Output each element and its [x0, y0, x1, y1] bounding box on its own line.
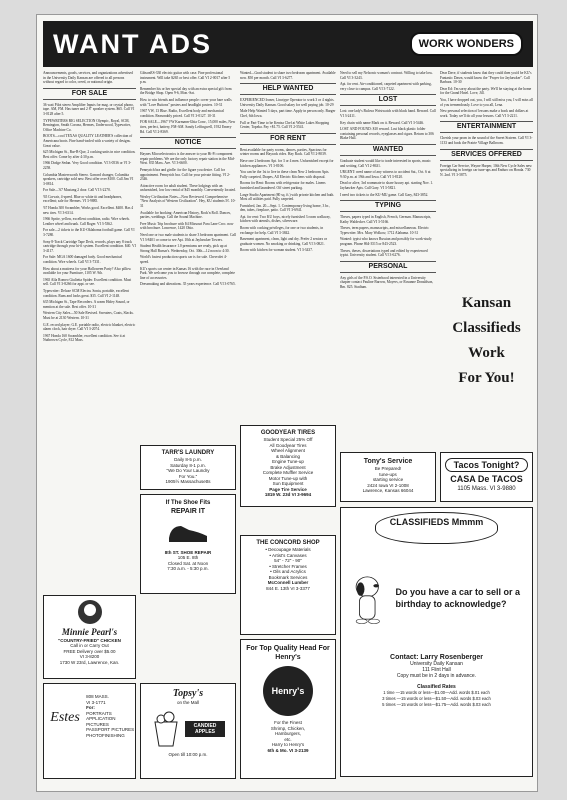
tonys-title: Tony's Service [363, 458, 413, 465]
estes-line: PORTRAITS [86, 710, 112, 716]
concord-line: • Stretcher Frames [269, 563, 307, 569]
tarrs-line: Saturday 8-1 p.m. [170, 462, 206, 468]
topsys-title: Topsy's [172, 688, 204, 699]
classifieds-addr: University Daily Kansan [410, 661, 463, 667]
section-wanted: WANTED [340, 144, 436, 156]
minnie-line: Call in or Carry Out [70, 643, 109, 648]
tonys-line: starting service [372, 477, 404, 482]
goodyear-line: Page Tire Service [269, 486, 307, 492]
minnie-line: 1730 W 23rd, Lawrence, Kan. [59, 659, 120, 665]
estes-ad [43, 683, 136, 779]
topsys-ad [140, 683, 236, 779]
estes-line: 808 MASS. [86, 694, 109, 699]
shoe-line: 105 E. 8th [177, 555, 199, 560]
goodyear-line: Complete Muffler Service [262, 470, 314, 475]
column-4: Need to sell my Nelsonic woman's contract. Willing to take loss. Call VI 3-3243. Apt. for rent. Air-conditioned, carpeted apartment with parking, very close to campus. Call VI 3-7122. LOST Lost: one lady's Bulova Wristwatch with black band. Reward. Call VI 3-2411. Key chain with name Mark on it. Reward. Call VI 3-5446. LOST AND FOUND: $10 reward. Lost black plastic folder containing personal records, eyeglasses and cigars. Return to 306 Blake Hall. WANTED Graduate student would like to trade interested in sports, music and writing. Call VI 2-8631. URGENT: need name of any witness to accident Sat., Oct. 6 at 9:30 p.m. at 19th and Iowa. Call VI 3-8120. Dead or alive, 3rd roommate to share luxury apt. starting Nov. 1. Jayhawker Apts. Call Gary. VI 3-5821. I need two tickets to the KU-MU game. Call Gary, 843-3852. TYPING Theses, papers typed in English, French, German. Manuscripts, Kathy Waldecker. Call VI 3-5166. Theses, term papers, manuscripts, and miscellaneous. Electric Typewriter. Mrs. Mary Wolkow, 1712 Alabama. 10-31 Wanted: typist who knows Russian and possibly for work-study program. Phone 864-3515 or 843-2523. Theses, theses, dissertations typed and edited by experienced typist. University student. Call VI 3-6276. PERSONAL Any girls of the P.S.O. Sisterhood interested in a University chapter contact Pauline Barrow, Moyers, or Rosanne Donaldson, Rm. 825. Stadium. [340, 71, 436, 290]
tarrs-title: TARR'S LAUNDRY [161, 450, 215, 456]
minnie-line: VI 3-8200 [79, 654, 100, 659]
want-ads-header [43, 21, 533, 67]
rate-line: 3 times —15 words or less—$1.50—Add. words $.03 each [382, 696, 491, 701]
concord-shop-ad [240, 535, 336, 635]
shoe-repair-ad [140, 494, 236, 594]
goodyear-line: All Goodyear Tires [269, 442, 307, 448]
section-services-offered: SERVICES OFFERED [440, 149, 533, 161]
goodyear-line: Brake Adjustment [270, 464, 306, 470]
estes-line: PASSPORT PICTURES [86, 727, 135, 732]
goodyear-title: GOODYEAR TIRES [260, 430, 316, 436]
topsys-hours: Open till 10:00 p.m. [168, 751, 208, 757]
tacos-name: CASA De TACOS [450, 474, 523, 484]
column-1: Announcements, goods, services, and organizations advertised in the University Daily Kansan are offered to all persons without regard to color, creed, or national origin. FOR SALE 36 watt Pilot stereo Amplifier Inputs for mag. or crystal phono, tape. AM, FM. Has tuner and 2 8" speaker system. $65. Call VI 3-0128 after 5. TYPEWRITERS BIG SELECTION Olympic, Royal, SCM, Remington, Smith Corona, Hermes, Underwood, Typewriter, Office Machine Co. BOOTS—cool TEXAS QUALITY LEATHER'S collection of Americana boots. Fine hand-tooled with a variety of designs. Great value. 625 Michigan St., Bar-B-Que, 2 cooking units in nice condition. Best offer. Come by after 4:30 p.m. 1966 Dodge Sedan. Very Good condition. VI 3-0536 or VI 3-2258. Columbia Mastersworth Stereo. Garrard changer, Columbia speakers, cartridge sold new. Best offer over $100. Call Jim VI 3-0814. For Sale—'67 Mustang 2 door. Call VI 3-2270. '65 Corvair, 4-speed. Blue or white tit and headphones, excellent; sale for Hermes. VI 3-9885. '67 Honda 300 Scrambler, Works good. Excellent. $400. Has 4 new tires. VI 3-6314. 1966 Sprite, yellow, excellent condition, radio. Wire wheels. Leather wheel and trunk. Call Roger. VI 3-5362. For sale—2 tickets to the KU-Oklahoma football game. Call VI 3-7280. Sony 8-Track Cartridge Tape Deck, records, plays any 8 track cartridge through your hi-fi system. Excellent condition. $40. VI 3-4117. For Sale: MGA 1600 damaged body. Good mechanical condition. Wire wheels. Call VI 3-7331. How about a mattress for your Halloween Party? Also pillow available for your Furniture, 1105 W. 9th. 1965 Alfa Romeo Giulietta Spider. Excellent condition. Must sell. Call VI 3-8266 for appt. or see. Typewriter: Deluxe SCM Electra. Sonia, portable, excellent condition. Runs and looks great. $35. Call VI 2-1148. 635 Michigan St., Tape Recorders. A warm Hidey Sound, or mention at the sale. Best offer. 10-31 Western City Sales—50 Sale Revised. Sweaters, Coats, Slacks. Must be at 2130 Western. 10-31 G.E. record player; G.E. portable radio, electric blanket, electric alarm clock, hair dryer. Call VI 3-2074. 1967 Honda 160 Scrambler, excellent condition. See it at Nutbrown Cycle, 812 Mass. [43, 71, 136, 343]
minnie-name: Minnie Pearl's [61, 626, 118, 637]
classifieds-hall: 111 Flint Hall [422, 667, 451, 673]
popcorn-cup-icon [151, 710, 181, 748]
goodyear-ad [240, 425, 336, 507]
column-5: Dear Dave, if students know that they could then you'd be KU's Fantastic Dawn, would know the "Prayer for Jayhawker". Call Barbara. 10-30 Dear Ed: I'm sorry about the party. We'll be staying at the home for the Grand Hotel. Love, Jill. You, I have dropped out, you, I will still miss you, I will miss all of you tremendously. Love to you all, Lena. New personal selection of lessons make a book and dollars at work. Today we'll do all your lessons. Call VI 3-2211. ENTERTAINMENT Cherish your prom in the sound of the Sweet Sixteen. Call VI 3-1133 and book the Prairie Village Ballroom. SERVICES OFFERED Foreign Car Service, Wayne Harper, 10th New Cycle Sales new specializing in foreign car tune-ups and Enduro on Honda. 730 N. 2nd. VI 3-5875. [440, 71, 533, 177]
tonys-line: 2424 Iowa VI 2-1008 [367, 482, 409, 488]
tonys-line: Lawrence, Kansas 66044 [362, 488, 414, 493]
minnie-line: FREE Delivery over $5.00 [63, 648, 116, 654]
section-for-rent: FOR RENT [240, 133, 336, 145]
minnie-sub: "COUNTRY-FRIED" CHICKEN [58, 637, 121, 643]
classifieds-note: Copy must be in 2 days in advance. [396, 673, 477, 679]
estes-line: VI 3-1771 [86, 699, 106, 705]
minnie-pearls-ad [43, 595, 136, 679]
concord-line: • Artist's Canvases [269, 552, 307, 558]
henrys-title: For Top Quality Head For Henry's [246, 645, 330, 661]
henrys-line: 6th & Mo. VI 3-2139 [267, 747, 309, 753]
section-for-sale: FOR SALE [43, 88, 136, 100]
concord-line: 54" - 72" - 90" [274, 558, 302, 563]
shoe-icon [163, 516, 213, 548]
concord-line: • Decoupage Materials [265, 547, 311, 552]
section-notice: NOTICE [140, 137, 236, 149]
rates-title: Classified Rates [417, 684, 456, 690]
section-lost: LOST [340, 94, 436, 106]
kansan-line-4: For You! [458, 370, 515, 386]
shoe-title: If The Shoe Fits [165, 500, 211, 506]
tonys-line: Be Prepared! [374, 466, 402, 471]
henrys-line: Hamburgers, [274, 731, 301, 736]
henrys-line: For the Finest [274, 720, 302, 725]
estes-line: For: [86, 705, 95, 710]
casa-de-tacos-ad [440, 452, 533, 502]
snoopy-icon [345, 548, 390, 648]
section-entertainment: ENTERTAINMENT [440, 121, 533, 133]
estes-line: PHOTOFINISHING [86, 732, 125, 738]
column-2: GibsonES-330 electric guitar with case. Fine professional instrument. Will take $265 or best offer. Call VI 2-0017 after 5 p.m. Remember his or her special day with an extra special gift from the Bridge Shop. Open 9-6, Mon.-Sat. How to win friends and influence people: cover your bare walls with "Love Buttons" posters and headlight posters. 10-31 1967 VW, 13 Blue. Radio, Excellent body and mechanical condition. Reasonably priced. Call VI 3-0127. 10-31 FOR SALE—1967 VW Karmann-Ghia Conv., 15,000 miles, New tires, perfect, battery, FM-AM. Sandy Leffingwell, 1932 Emery Rd. Call VI 2-8369. NOTICE Haynes Microelectronics is the answer to your Hi-Fi component repair problems. We are the only factory repair station in the Mid-West. 835 Mass. Ave. VI 3-6600. Pennyrich bra and girdle: for the figure you desire. Call for appointment. Pennyrich bra. Call for your private fitting. VI 2-2346. Attractive room for adult student. These lodgings with an unfurnished, low low rental of $45 monthly. Conveniently located. Wesley Civilization Notes—Now Reviewed. Comprehensive "New Analysis of Western Civilization". Hey, KU students 5¢. 10-31 Available for booking: American History, Rock'n Roll. Dances, parties, weddings. Call the Sound Machine. Free Music Trip brochure with $4 Missouri Para Lane Croc. now with brochure. Lawrence, 1420 Ohio. Need one or two male students to share 3 bedroom apartment. Call VI 3-8401 or come to see Apt. 10th at Jayhawker Towers. Student Health Insurance 1.0 premiums are ready, pick up at Strong Hall Bursar's. Wednesday, Oct. 30th—12 noon to 4:30. World's fastest production sports car is for sale. Chevrolet 4-speed. KU's sports car center in Kansas 16 with the race in Overland Park. We welcome you to browse through our complete, complete line of accessories. Dressmaking and alterations. 35 years experience. Call VI 3-0765. [140, 71, 236, 287]
section-personal: PERSONAL [340, 261, 436, 273]
tacos-title: Tacos Tonight? [445, 458, 528, 472]
goodyear-line: Wheel Alignment [271, 448, 305, 453]
section-help-wanted: HELP WANTED [240, 83, 336, 95]
kansan-line-1: Kansan [461, 295, 512, 311]
topsys-sub: on the Mall [176, 700, 199, 705]
column-3: Wanted—Grad student to share two bedroom apartment. Available now. $50 per month. Call VI 3-6277. HELP WANTED EXPERIENCED Ironer, Linotype Operator to work 3 or 4 nights. University Daily Kansan. Good salary for well paying job. 10-29 Male Help Wanted 5 days, part time. Apply in person only. Burger Chef, 6th Iowa. Full or Part-Time to be Kentsa Chef at White Lakes Shopping Center, Topeka. Pay +$1.75. Call VI 2-5541. FOR RENT Rent available for party rooms, dances, parties, Spacious for winter rooms and Hayrack rides. Hay Rack. Call VI 2-8039. Have one 2 bedroom Apt. for 3 or 4 men. Unfurnished except for kitchen appliances. VI 3-8106. You can be the 1st to live in these clean New 2 bedroom Apts. Fully carpeted, Drapes, All Electric Kitchens with disposal. Rooms for Rent: Rooms with refrigerator for males. Linens furnished and laundered. Off street parking. Large Studio Apartment (80 sq. ft.) with private kitchen and bath. Most all utilities paid. Fully carpeted. Furnished, Jan. 20—Sept. 1. Contemporary living home, 3 br., den, tubes, fireplace, patio. Call VI 3-6941. Apt. for rent: Two KU boys, nicely furnished 3 room walkway, kitchen with utensils, dishes, silverware. Room with cooking privileges, for one or two students, in exchange for help. Call VI 3-3842. Basement apartment, clean, light and dry. Prefer 2 seniors or graduate women. No smoking or drinking. Call VI 3-0821. Room with kitchen for woman student. VI 3-3437. [240, 71, 336, 253]
classifieds-snoopy-ad [340, 507, 533, 777]
concord-line: McConnell Lumber [267, 580, 309, 585]
shoe-sub: REPAIR IT [170, 508, 206, 515]
tacos-address: 1105 Mass. VI 3-9880 [457, 486, 516, 492]
tarrs-line: Daily 8-5 p.m. [174, 457, 202, 462]
kansan-line-3: Work [468, 345, 505, 361]
goodyear-line: 1819 W. 23d VI 3-9694 [264, 492, 312, 497]
classifieds-ask: Do you have a car to sell or a birthday to acknowledge? [395, 587, 521, 609]
tarrs-laundry-ad [140, 445, 236, 490]
classified-page [36, 14, 538, 792]
tonys-line: tune-ups [379, 471, 397, 477]
speech-bubble: CLASSIFIEDS Mmmm [375, 512, 498, 544]
shoe-line: 8th ST. SHOE REPAIR [164, 549, 212, 555]
rate-line: 5 times —15 words or less—$1.75—Add. words $.03 each [382, 702, 491, 707]
henrys-line: Harry to Henry's [271, 742, 305, 747]
henrys-ad [240, 639, 336, 779]
shoe-line: 7:30 a.m. - 5:30 p.m. [167, 566, 209, 571]
tarrs-line: "We Do Your Laundry [166, 468, 210, 473]
henrys-line: etc. [284, 736, 292, 742]
goodyear-line: Engine Tune-up [272, 459, 304, 464]
kansan-classifieds-ad [440, 283, 533, 423]
section-typing: TYPING [340, 200, 436, 212]
rate-line: 1 time —15 words or less—$1.00—Add. words $.01 each [383, 690, 490, 695]
concord-line: Bookmark Services [268, 574, 308, 580]
classifieds-contact: Contact: Larry Rosenberger [390, 654, 483, 661]
henrys-logo: Henry's [263, 666, 313, 716]
goodyear-line: Student Special 25% Off [263, 437, 313, 442]
estes-line: APPLICATION PICTURES [86, 716, 116, 727]
kansan-line-2: Classifieds [452, 320, 521, 336]
minnie-pearl-portrait-icon [77, 599, 103, 625]
tarrs-line: 1905½ Massachusetts [165, 479, 211, 484]
concord-line: 844 E. 13th VI 3-3377 [266, 585, 310, 591]
goodyear-line: & Balancing [275, 453, 301, 459]
estes-name: Estes [50, 710, 80, 725]
goodyear-line: Motor Tune-up with [268, 475, 308, 481]
henrys-line: Shrimp, Chicken, [270, 725, 306, 731]
work-wonders-badge: WORK WONDERS [410, 32, 523, 56]
shoe-line: Closed Sat. at Noon [167, 560, 209, 566]
goodyear-line: Sun Equipment [272, 481, 304, 486]
concord-line: • Oils and Acrylics [270, 569, 306, 574]
tonys-service-ad [340, 452, 436, 502]
concord-title: THE CONCORD SHOP [256, 540, 320, 546]
candied-apples-tag: CANDIED APPLES [185, 721, 225, 737]
header-title: WANT ADS [53, 28, 212, 59]
tarrs-line: For You." [178, 473, 198, 479]
